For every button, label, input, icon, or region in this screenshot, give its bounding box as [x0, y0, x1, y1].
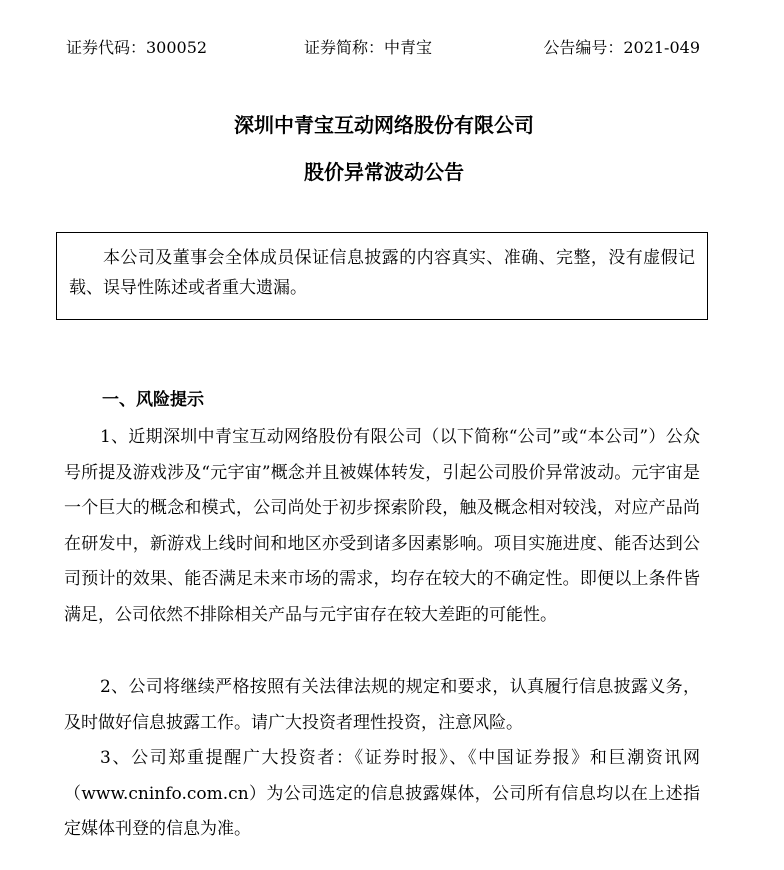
- notice-title: 股价异常波动公告: [304, 160, 464, 184]
- board-statement-box: [56, 232, 708, 320]
- risk-paragraph-1: 1、近期深圳中青宝互动网络股份有限公司（以下简称“公司”或“本公司”）公众号所提及游戏涉及“元宇宙”概念并且被媒体转发，引起公司股价异常波动。元宇宙是一个巨大的概念和模式，公司尚处于初步探索阶段，触及概念相对较浅，对应产品尚在研发中，新游戏上线时间和地区亦受到诸多因素影响。项目实施进度、能否达到公司预计的效果、能否满足未来市场的需求，均存在较大的不确定性。即便以上条件皆满足，公司依然不排除相关产品与元宇宙存在较大差距的可能性。: [64, 427, 700, 625]
- stock-abbreviation: 证券简称：中青宝: [304, 38, 433, 57]
- risk-paragraph-2: 2、公司将继续严格按照有关法律法规的规定和要求，认真履行信息披露义务，及时做好信息披露工作。请广大投资者理性投资，注意风险。: [64, 677, 700, 733]
- board-statement-text: 本公司及董事会全体成员保证信息披露的内容真实、准确、完整，没有虚假记载、误导性陈述或者重大遗漏。: [69, 248, 695, 298]
- section-heading: 一、风险提示: [102, 390, 204, 410]
- stock-code: 证券代码：300052: [66, 38, 208, 57]
- notice-number: 公告编号：2021-049: [543, 38, 700, 57]
- risk-paragraph-3: 3、公司郑重提醒广大投资者：《证券时报》、《中国证券报》和巨潮资讯网（www.cninfo.com.cn）为公司选定的信息披露媒体，公司所有信息均以在上述指定媒体刊登的信息为准。: [64, 748, 700, 840]
- header-line: [66, 36, 700, 60]
- company-title: 深圳中青宝互动网络股份有限公司: [234, 113, 534, 137]
